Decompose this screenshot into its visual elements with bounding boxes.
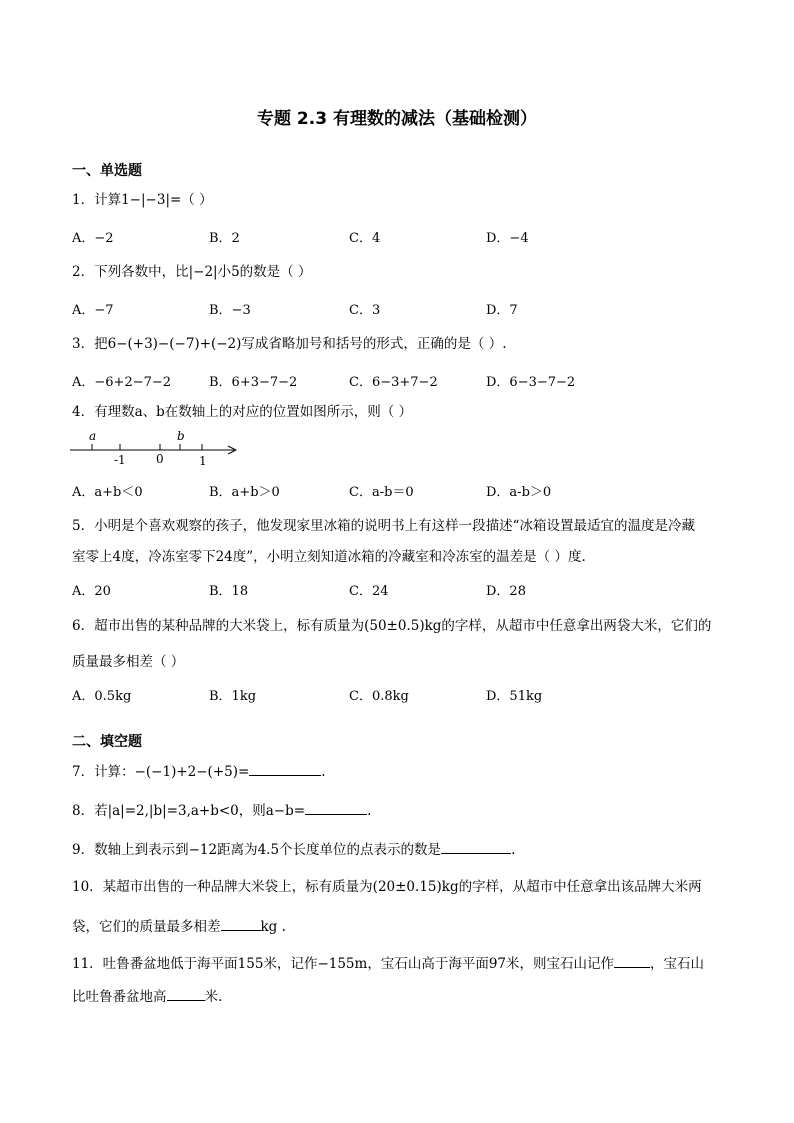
question-11-mid: ，宝石山 bbox=[650, 956, 705, 972]
label-minus-1: -1 bbox=[114, 453, 126, 467]
question-9 bbox=[72, 839, 515, 860]
option-b[interactable]: B．−3 bbox=[209, 303, 251, 318]
option-d[interactable]: D．51kg bbox=[486, 689, 543, 704]
option-b[interactable]: B．6+3−7−2 bbox=[209, 375, 298, 390]
question-1: 1．计算1−|−3|=（ ） bbox=[72, 192, 213, 208]
question-11-stem: 11．吐鲁番盆地低于海平面155米，记作−155m，宝石山高于海平面97米，则宝石山记作 bbox=[72, 956, 615, 972]
question-4: 4．有理数a、b在数轴上的对应的位置如图所示，则（ ） bbox=[72, 404, 413, 420]
option-d[interactable]: D．28 bbox=[486, 584, 526, 599]
option-d[interactable]: D．6−3−7−2 bbox=[486, 375, 576, 390]
question-5-line-2: 室零上4度，冷冻室零下24度”，小明立刻知道冰箱的冷藏室和冷冻室的温差是（ ）度. bbox=[72, 549, 586, 565]
option-a[interactable]: A．−6+2−7−2 bbox=[72, 375, 172, 390]
question-5-options bbox=[72, 580, 732, 600]
question-6-line-1: 6．超市出售的某种品牌的大米袋上，标有质量为(50±0.5)kg的字样，从超市中任意拿出两袋大米，它们的 bbox=[72, 618, 712, 634]
page-title: 专题 2.3 有理数的减法（基础检测） bbox=[257, 109, 537, 129]
label-1: 1 bbox=[199, 454, 207, 468]
option-a[interactable]: A．−7 bbox=[72, 303, 114, 318]
question-11-stem-2: 比吐鲁番盆地高 bbox=[72, 989, 167, 1005]
option-c[interactable]: C．4 bbox=[349, 231, 381, 246]
question-9-stem: 9．数轴上到表示到−12距离为4.5个长度单位的点表示的数是 bbox=[72, 842, 442, 858]
number-line-figure bbox=[70, 428, 250, 468]
question-1-options bbox=[72, 227, 732, 247]
answer-blank-7[interactable] bbox=[249, 761, 321, 776]
answer-blank-11b[interactable] bbox=[167, 986, 205, 1001]
question-11-end: 米. bbox=[204, 989, 223, 1005]
label-b: b bbox=[177, 429, 185, 443]
question-10-stem: 袋，它们的质量最多相差 bbox=[72, 919, 221, 935]
answer-blank-10[interactable] bbox=[221, 916, 261, 931]
question-3-options bbox=[72, 371, 732, 391]
question-11-line-2 bbox=[72, 986, 222, 1007]
option-c[interactable]: C．24 bbox=[349, 584, 389, 599]
option-b[interactable]: B．2 bbox=[209, 231, 240, 246]
question-3: 3．把6−(+3)−(−7)+(−2)写成省略加号和括号的形式，正确的是（ ）. bbox=[72, 336, 507, 352]
option-a[interactable]: A．−2 bbox=[72, 231, 114, 246]
label-0: 0 bbox=[156, 452, 164, 466]
answer-blank-8[interactable] bbox=[305, 800, 367, 815]
option-c[interactable]: C．6−3+7−2 bbox=[349, 375, 438, 390]
question-8 bbox=[72, 800, 371, 821]
option-a[interactable]: A．0.5kg bbox=[72, 689, 132, 704]
question-2: 2．下列各数中，比|−2|小5的数是（ ） bbox=[72, 264, 312, 280]
section-heading-fill-blank: 二、填空题 bbox=[72, 734, 142, 750]
section-heading-single-choice: 一、单选题 bbox=[72, 163, 142, 179]
option-a[interactable]: A．a+b＜0 bbox=[72, 485, 143, 500]
option-b[interactable]: B．18 bbox=[209, 584, 249, 599]
option-d[interactable]: D．−4 bbox=[486, 231, 529, 246]
question-2-options bbox=[72, 299, 732, 319]
question-6-line-2: 质量最多相差（ ） bbox=[72, 654, 185, 670]
answer-blank-11a[interactable] bbox=[614, 953, 650, 968]
question-8-stem: 8．若|a|=2,|b|=3,a+b<0，则a−b= bbox=[72, 803, 306, 819]
label-a: a bbox=[89, 429, 97, 443]
question-4-options bbox=[72, 481, 732, 501]
question-10-line-1: 10．某超市出售的一种品牌大米袋上，标有质量为(20±0.15)kg的字样，从超市中任意拿出该品牌大米两 bbox=[72, 879, 702, 895]
answer-blank-9[interactable] bbox=[441, 839, 511, 854]
option-c[interactable]: C．3 bbox=[349, 303, 381, 318]
option-d[interactable]: D．a-b＞0 bbox=[486, 485, 552, 500]
question-5-line-1: 5．小明是个喜欢观察的孩子，他发现家里冰箱的说明书上有这样一段描述“冰箱设置最适宜的温度是冷藏 bbox=[72, 518, 695, 534]
question-6-options bbox=[72, 685, 732, 705]
option-c[interactable]: C．0.8kg bbox=[349, 689, 409, 704]
question-7-end: . bbox=[321, 764, 326, 780]
option-c[interactable]: C．a-b＝0 bbox=[349, 485, 414, 500]
question-7 bbox=[72, 761, 326, 782]
question-10-end: kg . bbox=[260, 919, 286, 935]
question-8-end: . bbox=[367, 803, 372, 819]
question-9-end: . bbox=[511, 842, 516, 858]
option-b[interactable]: B．a+b＞0 bbox=[209, 485, 280, 500]
option-b[interactable]: B．1kg bbox=[209, 689, 257, 704]
question-11-line-1 bbox=[72, 953, 704, 974]
question-7-stem: 7．计算：−(−1)+2−(+5)= bbox=[72, 764, 250, 780]
option-a[interactable]: A．20 bbox=[72, 584, 111, 599]
option-d[interactable]: D．7 bbox=[486, 303, 518, 318]
question-10-line-2 bbox=[72, 916, 286, 937]
